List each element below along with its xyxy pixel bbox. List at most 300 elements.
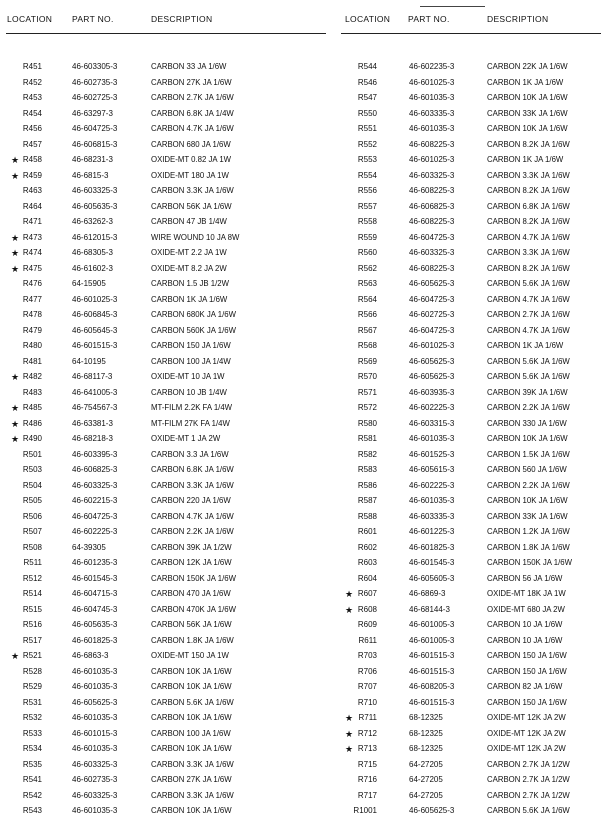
location-cell: R712: [357, 728, 377, 738]
description-cell: CARBON 4.7K JA 1/6W: [487, 232, 570, 242]
part-no-cell: 46-601035-3: [72, 713, 118, 722]
description-cell: CARBON 1.8K JA 1/6W: [487, 542, 570, 552]
location-cell: R547: [357, 93, 377, 102]
description-cell: CARBON 39K JA 1/2W: [151, 542, 232, 552]
part-no-cell: 46-68231-3: [72, 155, 113, 164]
part-no-cell: 46-603325-3: [409, 170, 455, 180]
table-row: [335, 465, 605, 481]
description-cell: CARBON 8.2K JA 1/6W: [487, 217, 570, 226]
part-no-cell: 46-603325-3: [409, 248, 455, 257]
part-no-cell: 46-605625-3: [409, 372, 455, 381]
table-row: [0, 698, 330, 714]
location-cell: R552: [357, 139, 377, 149]
location-cell: R564: [357, 294, 377, 304]
description-cell: CARBON 39K JA 1/6W: [487, 387, 568, 397]
table-row: [335, 481, 605, 497]
description-cell: OXIDE-MT 12K JA 2W: [487, 713, 566, 722]
table-row: [335, 326, 605, 342]
part-no-cell: 46-6863-3: [72, 651, 109, 660]
table-row: [0, 202, 330, 218]
location-cell: R474: [22, 248, 42, 257]
left-header: [0, 14, 330, 30]
part-no-cell: 46-606825-3: [72, 465, 118, 474]
table-row: [335, 620, 605, 636]
table-row: [335, 388, 605, 404]
location-cell: R572: [357, 403, 377, 412]
table-row: [335, 109, 605, 125]
table-row: [335, 729, 605, 745]
location-cell: R586: [357, 480, 377, 490]
description-cell: OXIDE-MT 680 JA 2W: [487, 604, 565, 614]
part-no-cell: 46-601005-3: [409, 620, 455, 629]
part-no-cell: 46-601235-3: [72, 558, 118, 567]
part-no-cell: 46-601515-3: [409, 666, 455, 676]
description-cell: CARBON 2.2K JA 1/6W: [487, 403, 570, 412]
location-cell: R531: [22, 697, 42, 707]
table-row: [335, 806, 605, 822]
location-cell: R452: [22, 77, 42, 87]
table-row: [0, 171, 330, 187]
description-cell: CARBON 27K JA 1/6W: [151, 77, 232, 87]
location-cell: R486: [22, 418, 42, 428]
right-column: [335, 0, 605, 815]
location-cell: R512: [22, 573, 42, 583]
description-cell: CARBON 82 JA 1/6W: [487, 682, 563, 691]
table-row: [0, 589, 330, 605]
table-row: [335, 403, 605, 419]
table-row: [0, 512, 330, 528]
description-cell: CARBON 8.2K JA 1/6W: [487, 139, 570, 149]
part-no-cell: 46-601035-3: [409, 496, 455, 505]
location-cell: R554: [357, 170, 377, 180]
location-cell: R454: [22, 108, 42, 118]
description-cell: CARBON 5.6K JA 1/6W: [487, 279, 570, 288]
table-row: [0, 729, 330, 745]
table-row: [0, 791, 330, 807]
part-no-cell: 46-602725-3: [72, 93, 118, 102]
table-row: [0, 403, 330, 419]
part-no-cell: 64-27205: [409, 790, 443, 800]
location-cell: R716: [357, 775, 377, 784]
description-cell: CARBON 4.7K JA 1/6W: [487, 294, 570, 304]
part-no-cell: 46-601515-3: [409, 697, 455, 707]
description-cell: CARBON 330 JA 1/6W: [487, 418, 567, 428]
part-no-cell: 46-604715-3: [72, 589, 118, 598]
description-cell: CARBON 10K JA 1/6W: [151, 744, 232, 753]
table-row: [335, 171, 605, 187]
location-cell: R580: [357, 418, 377, 428]
part-no-cell: 46-68144-3: [409, 604, 450, 614]
location-cell: R566: [357, 310, 377, 319]
part-no-cell: 46-606815-3: [72, 139, 118, 149]
description-cell: CARBON 10 JA 1/6W: [487, 620, 563, 629]
description-cell: CARBON 56K JA 1/6W: [151, 201, 232, 211]
description-cell: CARBON 2.7K JA 1/6W: [487, 310, 570, 319]
part-no-cell: 46-601225-3: [409, 527, 455, 536]
table-row: [0, 713, 330, 729]
part-no-header: PART NO.: [72, 14, 114, 24]
location-header: LOCATION: [345, 14, 391, 24]
description-cell: MT-FILM 2.2K FA 1/4W: [151, 403, 233, 412]
part-no-cell: 46-601035-3: [409, 124, 455, 133]
location-cell: R480: [22, 341, 42, 350]
part-no-cell: 46-603325-3: [72, 790, 118, 800]
location-cell: R529: [22, 682, 42, 691]
description-cell: CARBON 150 JA 1/6W: [487, 651, 567, 660]
location-cell: R611: [358, 635, 377, 645]
description-cell: CARBON 33K JA 1/6W: [487, 511, 568, 521]
table-row: [335, 636, 605, 652]
table-row: [0, 217, 330, 233]
table-row: [335, 512, 605, 528]
part-no-cell: 46-602225-3: [72, 527, 118, 536]
part-no-cell: 46-606845-3: [72, 310, 118, 319]
table-row: [0, 450, 330, 466]
description-cell: OXIDE-MT 180 JA 1W: [151, 170, 229, 180]
location-cell: R582: [357, 449, 377, 459]
safety-star-icon: ★: [345, 604, 354, 615]
safety-star-icon: ★: [11, 434, 20, 444]
description-cell: OXIDE-MT 2.2 JA 1W: [151, 248, 227, 257]
part-no-cell: 46-606825-3: [409, 201, 455, 211]
part-no-cell: 46-601545-3: [72, 573, 118, 583]
table-row: [0, 775, 330, 791]
table-row: [335, 667, 605, 683]
part-no-cell: 46-601025-3: [409, 341, 455, 350]
location-cell: R505: [22, 496, 42, 505]
table-row: [0, 264, 330, 280]
part-no-cell: 46-603325-3: [72, 186, 118, 195]
table-row: [335, 589, 605, 605]
part-no-cell: 46-63297-3: [72, 108, 113, 118]
part-no-cell: 46-608225-3: [409, 139, 455, 149]
description-cell: CARBON 10K JA 1/6W: [151, 806, 232, 815]
table-row: [335, 744, 605, 760]
part-no-cell: 46-601035-3: [72, 682, 118, 691]
location-cell: R707: [357, 682, 377, 691]
description-cell: CARBON 33K JA 1/6W: [487, 108, 568, 118]
table-row: [335, 574, 605, 590]
table-row: [335, 140, 605, 156]
location-cell: R568: [357, 341, 377, 350]
part-no-cell: 46-68218-3: [72, 434, 113, 443]
location-cell: R456: [22, 124, 42, 133]
location-cell: R521: [22, 651, 42, 660]
description-cell: CARBON 10 JA 1/6W: [487, 635, 563, 645]
description-cell: CARBON 10K JA 1/6W: [487, 124, 568, 133]
table-row: [335, 186, 605, 202]
description-cell: CARBON 2.7K JA 1/2W: [487, 759, 570, 769]
location-cell: R569: [357, 356, 377, 366]
part-no-cell: 46-601005-3: [409, 635, 455, 645]
table-row: [0, 326, 330, 342]
part-no-cell: 46-602235-3: [409, 62, 455, 71]
part-no-cell: 46-612015-3: [72, 232, 118, 242]
description-cell: CARBON 6.8K JA 1/4W: [151, 108, 234, 118]
location-cell: R478: [22, 310, 42, 319]
location-cell: R501: [22, 449, 42, 459]
location-cell: R490: [22, 434, 42, 443]
table-row: [0, 651, 330, 667]
description-cell: OXIDE-MT 18K JA 1W: [487, 589, 566, 598]
location-cell: R479: [22, 325, 42, 335]
description-cell: CARBON 1.8K JA 1/6W: [151, 635, 234, 645]
table-row: [0, 682, 330, 698]
location-cell: R503: [22, 465, 42, 474]
part-no-cell: 46-602735-3: [72, 775, 118, 784]
location-cell: R546: [357, 77, 377, 87]
description-cell: CARBON 560K JA 1/6W: [151, 325, 236, 335]
table-row: [335, 713, 605, 729]
table-row: [335, 775, 605, 791]
location-cell: R515: [22, 604, 42, 614]
description-cell: CARBON 100 JA 1/6W: [151, 728, 231, 738]
table-row: [335, 279, 605, 295]
description-cell: CARBON 5.6K JA 1/6W: [151, 697, 234, 707]
part-no-cell: 64-27205: [409, 775, 443, 784]
location-cell: R485: [22, 403, 42, 412]
table-row: [335, 62, 605, 78]
table-row: [335, 78, 605, 94]
part-no-cell: 46-604745-3: [72, 604, 118, 614]
location-cell: R558: [357, 217, 377, 226]
part-no-cell: 46-63262-3: [72, 217, 113, 226]
safety-star-icon: ★: [11, 155, 20, 165]
part-no-cell: 46-608205-3: [409, 682, 455, 691]
description-cell: CARBON 47 JB 1/4W: [151, 217, 227, 226]
table-row: [335, 124, 605, 140]
description-cell: OXIDE-MT 12K JA 2W: [487, 744, 566, 753]
table-row: [335, 558, 605, 574]
location-cell: R541: [22, 775, 42, 784]
part-no-cell: 46-601035-3: [72, 744, 118, 753]
part-no-cell: 46-608225-3: [409, 217, 455, 226]
part-no-cell: 46-603315-3: [409, 418, 455, 428]
description-cell: CARBON 4.7K JA 1/6W: [151, 124, 234, 133]
part-no-cell: 46-601515-3: [72, 341, 118, 350]
part-no-cell: 46-603335-3: [409, 511, 455, 521]
table-row: [335, 543, 605, 559]
safety-star-icon: ★: [11, 651, 20, 661]
table-row: [335, 434, 605, 450]
description-cell: CARBON 8.2K JA 1/6W: [487, 186, 570, 195]
part-no-cell: 46-605635-3: [72, 620, 118, 629]
part-no-cell: 46-603325-3: [72, 480, 118, 490]
table-row: [335, 698, 605, 714]
part-no-cell: 64-10195: [72, 356, 106, 366]
description-cell: CARBON 10K JA 1/6W: [487, 496, 568, 505]
table-row: [0, 419, 330, 435]
location-cell: R581: [357, 434, 377, 443]
description-cell: CARBON 2.7K JA 1/2W: [487, 775, 570, 784]
location-cell: R473: [22, 232, 42, 242]
part-no-cell: 46-601515-3: [409, 651, 455, 660]
location-cell: R517: [22, 635, 42, 645]
location-cell: R511: [23, 558, 42, 567]
location-cell: R603: [357, 558, 377, 567]
part-no-cell: 46-605635-3: [72, 201, 118, 211]
part-no-cell: 46-601025-3: [409, 155, 455, 164]
table-row: [335, 682, 605, 698]
location-cell: R516: [22, 620, 42, 629]
table-row: [0, 558, 330, 574]
part-no-cell: 46-601035-3: [72, 666, 118, 676]
table-row: [335, 264, 605, 280]
location-cell: R508: [22, 542, 42, 552]
location-cell: R609: [357, 620, 377, 629]
table-row: [335, 93, 605, 109]
table-row: [335, 651, 605, 667]
description-cell: OXIDE-MT 10 JA 1W: [151, 372, 225, 381]
description-cell: CARBON 10K JA 1/6W: [487, 93, 568, 102]
description-cell: CARBON 680K JA 1/6W: [151, 310, 236, 319]
location-cell: R551: [357, 124, 377, 133]
description-cell: CARBON 150K JA 1/6W: [487, 558, 572, 567]
safety-star-icon: ★: [11, 170, 20, 181]
table-row: [335, 791, 605, 807]
location-cell: R528: [22, 666, 42, 676]
part-no-cell: 46-605645-3: [72, 325, 118, 335]
location-cell: R507: [22, 527, 42, 536]
table-row: [0, 543, 330, 559]
table-row: [0, 279, 330, 295]
table-row: [0, 93, 330, 109]
location-cell: R514: [22, 589, 42, 598]
location-cell: R453: [22, 93, 42, 102]
part-no-cell: 46-601035-3: [409, 93, 455, 102]
location-cell: R571: [357, 387, 377, 397]
description-cell: CARBON 6.8K JA 1/6W: [487, 201, 570, 211]
description-cell: MT-FILM 27K FA 1/4W: [151, 418, 230, 428]
description-cell: CARBON 3.3K JA 1/6W: [151, 480, 234, 490]
part-no-cell: 46-601035-3: [409, 434, 455, 443]
description-cell: CARBON 150 JA 1/6W: [487, 697, 567, 707]
top-mark-rule: [420, 6, 485, 7]
description-cell: CARBON 3.3K JA 1/6W: [487, 248, 570, 257]
table-row: [335, 450, 605, 466]
description-cell: CARBON 1K JA 1/6W: [487, 341, 564, 350]
part-no-cell: 46-608225-3: [409, 186, 455, 195]
table-row: [0, 434, 330, 450]
description-cell: CARBON 5.6K JA 1/6W: [487, 356, 570, 366]
part-no-cell: 46-605625-3: [409, 356, 455, 366]
location-cell: R703: [357, 651, 377, 660]
description-cell: CARBON 12K JA 1/6W: [151, 558, 232, 567]
location-cell: R476: [22, 279, 42, 288]
table-row: [0, 760, 330, 776]
location-cell: R458: [22, 155, 42, 164]
description-cell: CARBON 10K JA 1/6W: [151, 682, 232, 691]
table-row: [0, 605, 330, 621]
table-row: [335, 310, 605, 326]
part-no-cell: 46-63381-3: [72, 418, 113, 428]
part-no-cell: 46-603305-3: [72, 62, 118, 71]
description-cell: CARBON 1.2K JA 1/6W: [487, 527, 570, 536]
part-no-cell: 46-601825-3: [409, 542, 455, 552]
table-row: [0, 124, 330, 140]
table-row: [0, 496, 330, 512]
table-row: [0, 574, 330, 590]
table-row: [0, 233, 330, 249]
description-cell: CARBON 27K JA 1/6W: [151, 775, 232, 784]
part-no-cell: 68-12325: [409, 713, 443, 722]
location-cell: R601: [357, 527, 377, 536]
description-cell: OXIDE-MT 12K JA 2W: [487, 728, 566, 738]
table-row: [0, 310, 330, 326]
part-no-cell: 46-605615-3: [409, 465, 455, 474]
table-row: [335, 233, 605, 249]
description-cell: OXIDE-MT 0.82 JA 1W: [151, 155, 232, 164]
description-cell: CARBON 10K JA 1/6W: [151, 713, 232, 722]
header-rule: [6, 33, 326, 34]
part-no-cell: 46-601015-3: [72, 728, 118, 738]
part-no-cell: 46-604725-3: [409, 294, 455, 304]
description-cell: CARBON 680 JA 1/6W: [151, 139, 231, 149]
table-row: [335, 527, 605, 543]
description-cell: CARBON 2.7K JA 1/2W: [487, 790, 570, 800]
header-rule: [341, 33, 601, 34]
table-row: [0, 295, 330, 311]
table-row: [335, 217, 605, 233]
description-cell: CARBON 56K JA 1/6W: [151, 620, 232, 629]
description-cell: OXIDE-MT 8.2 JA 2W: [151, 263, 227, 273]
location-cell: R535: [22, 759, 42, 769]
description-cell: CARBON 470 JA 1/6W: [151, 589, 231, 598]
location-cell: R464: [22, 201, 42, 211]
location-cell: R463: [22, 186, 42, 195]
table-row: [335, 496, 605, 512]
part-no-cell: 46-602735-3: [72, 77, 118, 87]
location-cell: R471: [22, 217, 42, 226]
description-cell: CARBON 1.5K JA 1/6W: [487, 449, 570, 459]
description-cell: CARBON 6.8K JA 1/6W: [151, 465, 234, 474]
description-cell: CARBON 3.3K JA 1/6W: [151, 759, 234, 769]
location-cell: R559: [357, 232, 377, 242]
safety-star-icon: ★: [345, 744, 354, 754]
location-header: LOCATION: [7, 14, 53, 24]
table-row: [335, 760, 605, 776]
safety-star-icon: ★: [345, 589, 354, 599]
part-no-cell: 46-602225-3: [409, 403, 455, 412]
left-rows: [0, 62, 330, 822]
table-row: [0, 744, 330, 760]
table-row: [335, 155, 605, 171]
part-no-cell: 46-601025-3: [72, 294, 118, 304]
location-cell: R602: [357, 542, 377, 552]
location-cell: R477: [22, 294, 42, 304]
table-row: [0, 527, 330, 543]
description-cell: CARBON 1K JA 1/6W: [487, 155, 564, 164]
location-cell: R706: [357, 666, 377, 676]
location-cell: R562: [357, 263, 377, 273]
part-no-cell: 46-601035-3: [72, 806, 118, 815]
location-cell: R481: [22, 356, 42, 366]
part-no-cell: 46-604725-3: [409, 325, 455, 335]
description-cell: CARBON 1K JA 1/6W: [487, 77, 564, 87]
description-header: DESCRIPTION: [151, 14, 213, 24]
description-cell: CARBON 150 JA 1/6W: [151, 341, 231, 350]
part-no-cell: 46-601525-3: [409, 449, 455, 459]
description-cell: CARBON 1.5 JB 1/2W: [151, 279, 229, 288]
description-cell: OXIDE-MT 1 JA 2W: [151, 434, 221, 443]
location-cell: R475: [22, 263, 42, 273]
part-no-cell: 46-605605-3: [409, 573, 455, 583]
safety-star-icon: ★: [11, 232, 20, 243]
table-row: [0, 465, 330, 481]
location-cell: R533: [22, 728, 42, 738]
table-row: [0, 62, 330, 78]
part-no-cell: 46-605625-3: [409, 806, 455, 815]
